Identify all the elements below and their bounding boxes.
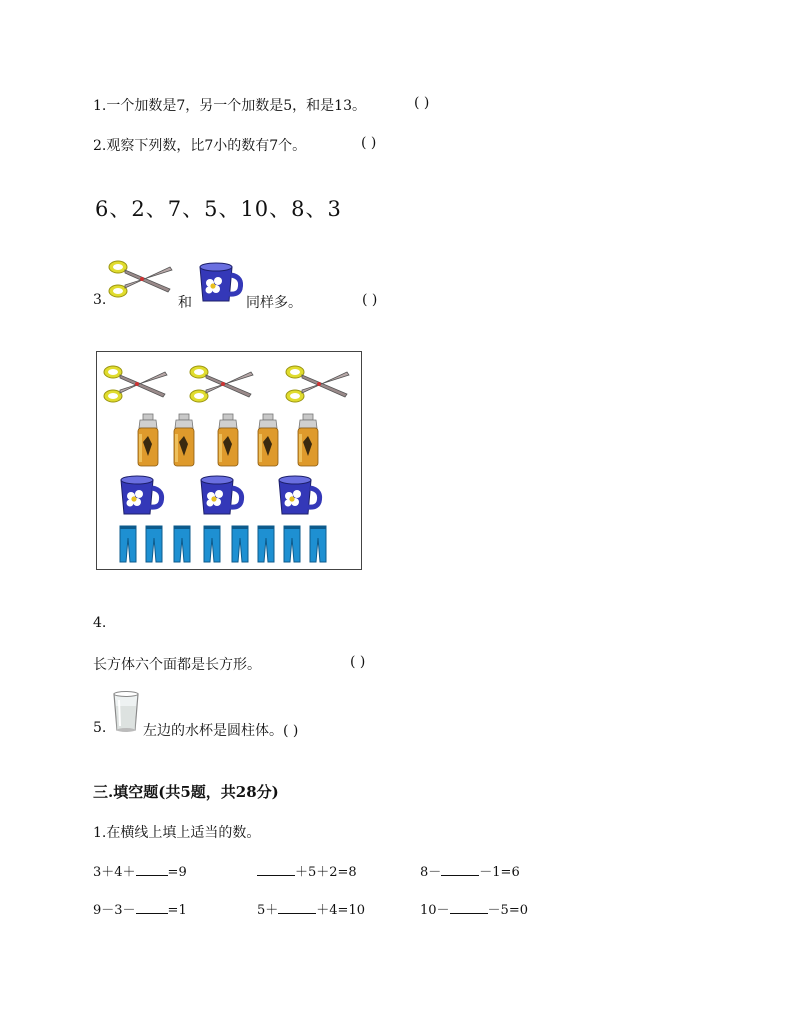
number-sequence: 6、2、7、5、10、8、3	[95, 197, 342, 221]
equation-3: 8－ －1=6	[420, 865, 520, 880]
answer-blank[interactable]	[441, 863, 479, 876]
bottle-icon	[258, 414, 278, 466]
pants-row	[120, 526, 326, 562]
fill-question-1-text: 1.在横线上填上适当的数。	[93, 825, 261, 841]
question-4-answer-paren[interactable]: ( )	[350, 654, 366, 670]
answer-blank[interactable]	[257, 863, 295, 876]
pants-icon	[146, 526, 162, 562]
question-2-answer-paren[interactable]: ( )	[361, 135, 377, 151]
scissors-icon	[104, 366, 167, 402]
section-3-heading: 三.填空题(共5题，共28分)	[93, 783, 279, 801]
equation-2: ＋5＋2=8	[257, 861, 357, 880]
bottle-icon	[174, 414, 194, 466]
pants-icon	[120, 526, 136, 562]
question-3-answer-paren[interactable]: ( )	[362, 292, 378, 308]
equation-5: 5＋ ＋4=10	[257, 903, 365, 918]
answer-blank[interactable]	[278, 901, 316, 914]
cup-row	[121, 476, 320, 514]
pants-icon	[232, 526, 248, 562]
pants-icon	[284, 526, 300, 562]
answer-blank[interactable]	[450, 901, 488, 914]
answer-blank[interactable]	[136, 901, 168, 914]
pants-icon	[204, 526, 220, 562]
bottle-icon	[298, 414, 318, 466]
question-1-answer-paren[interactable]: ( )	[414, 95, 430, 111]
counting-picture-drawing	[97, 352, 360, 568]
question-2-text: 2.观察下列数，比7小的数有7个。	[93, 138, 307, 154]
equation-4: 9－3－ =1	[93, 903, 187, 918]
cup-icon	[196, 261, 246, 305]
pants-icon	[258, 526, 274, 562]
cup-icon	[201, 476, 242, 514]
counting-picture	[96, 351, 362, 570]
scissors-icon	[190, 366, 253, 402]
question-4-number: 4.	[93, 615, 107, 631]
question-1-text: 1.一个加数是7，另一个加数是5，和是13。	[93, 98, 366, 114]
bottle-row	[138, 414, 318, 466]
equation-6: 10－ －5=0	[420, 903, 528, 918]
question-5-number: 5.	[93, 720, 107, 736]
question-3-number: 3.	[93, 292, 107, 308]
question-3-and: 和	[178, 295, 192, 311]
glass-icon	[111, 692, 143, 736]
bottle-icon	[138, 414, 158, 466]
question-5-text: 左边的水杯是圆柱体。( )	[143, 723, 299, 739]
bottle-icon	[218, 414, 238, 466]
scissors-icon	[286, 366, 349, 402]
cup-icon	[121, 476, 162, 514]
scissors-icon	[108, 259, 176, 303]
pants-icon	[310, 526, 326, 562]
pants-icon	[174, 526, 190, 562]
answer-blank[interactable]	[136, 863, 168, 876]
scissors-row	[104, 366, 349, 402]
cup-icon	[279, 476, 320, 514]
question-4-text: 长方体六个面都是长方形。	[93, 657, 261, 673]
question-3-tail: 同样多。	[246, 295, 302, 311]
equation-1: 3＋4＋ =9	[93, 865, 187, 880]
